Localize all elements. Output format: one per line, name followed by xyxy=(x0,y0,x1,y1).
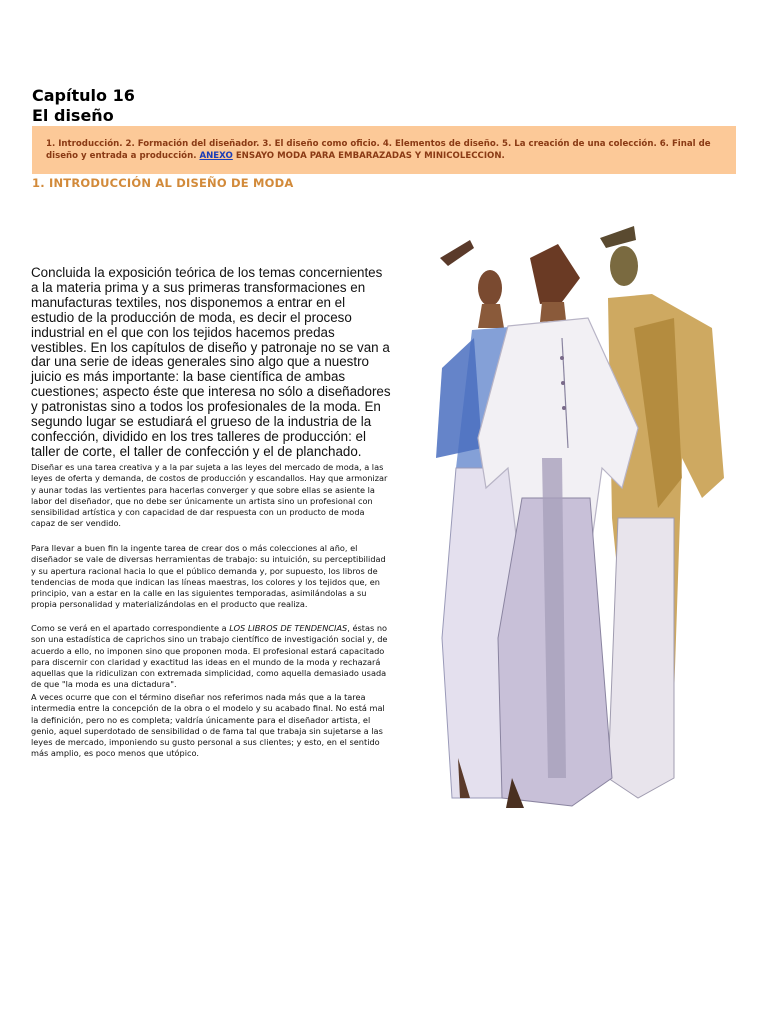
chapter-index-suffix: ENSAYO MODA PARA EMBARAZADAS Y MINICOLECCION. xyxy=(235,151,505,161)
fashion-sketch-illustration xyxy=(412,218,730,808)
body-paragraph-3-start: Como se verá en el apartado correspondiente a xyxy=(31,623,230,633)
chapter-title xyxy=(32,86,135,126)
body-paragraph-3 xyxy=(31,623,389,691)
chapter-index-box xyxy=(32,126,736,174)
anexo-link[interactable]: ANEXO xyxy=(199,151,233,161)
chapter-index-text: 1. Introducción. 2. Formación del diseñador. 3. El diseño como oficio. 4. Elementos de diseño. 5. La creación de una colección. 6. Final de diseño y entrada a producción. xyxy=(46,139,711,161)
section-heading: 1. INTRODUCCIÓN AL DISEÑO DE MODA xyxy=(32,176,294,190)
intro-paragraph: Concluida la exposición teórica de los temas concernientes a la materia prima y a sus primeras transformaciones en manufacturas textiles, nos disponemos a entrar en el estudio de la producción de moda, es decir el proceso industrial en el que con los tejidos hacemos predas vestibles. En los capítulos de diseño y patronaje no se van a dar una serie de ideas generales sino algo que a nuestro juicio es más importante: la base científica de ambas cuestiones; aspecto éste que interesa no sólo a diseñadores y patronistas sino a todos los profesionales de la moda. En segundo lugar se estudiará el grueso de la industria de la confección, dividido en los tres talleres de producción: el taller de corte, el taller de confección y el de planchado. xyxy=(31,265,391,459)
trend-books-reference: LOS LIBROS DE TENDENCIAS xyxy=(229,623,348,633)
body-paragraph-1: Diseñar es una tarea creativa y a la par sujeta a las leyes del mercado de moda, a las leyes de oferta y demanda, de costos de producción y escandallos. Hay que armonizar y aunar todas las vertientes para hacerlas converger y que sobre ellas se asiente la labor del diseñador, que no debe ser únicamente un artista sino un profesional con sensibilidad artística y con capacidad de dar respuesta con un producto de moda capaz de ser vendido. xyxy=(31,462,388,529)
body-paragraph-2: Para llevar a buen fin la ingente tarea de crear dos o más colecciones al año, el diseñador se vale de diversas herramientas de trabajo: su intuición, su perceptibilidad y su apertura racional hacia lo que el público demanda y, por supuesto, los libros de tendencias de moda que indican las líneas maestras, los colores y los tejidos que, en principio, van a estar en la calle en las siguientes temporadas, asimilándolas a su propia personalidad y materializándolas en el producto que realiza. xyxy=(31,543,386,610)
chapter-number: Capítulo 16 xyxy=(32,86,135,105)
chapter-name: El diseño xyxy=(32,106,114,125)
body-paragraph-3-end: , éstas no son una estadística de caprichos sino un trabajo científico de investigación social y, de acuerdo a ello, no imponen sino que proponen moda. El profesional estará capacitado para discernir con claridad y exactitud las ideas en el mundo de la moda y rechazará aquellas que la ridiculizan con extremada simplicidad, como aquella demasiado usada de que "la moda es una dictadura". xyxy=(31,623,388,690)
body-paragraph-4: A veces ocurre que con el término diseñar nos referimos nada más que a la tarea intermedia entre la concepción de la obra o el modelo y su acabado final. No está mal la definición, pero no es completa; valdría únicamente para el diseñador artista, el genio, aquel superdotado de sensibilidad o de fama tal que trabaja sin sujetarse a las leyes de mercado, imponiendo su gusto personal a sus clientes; y esto, en el sentido más amplio, es poco menos que utópico. xyxy=(31,692,385,759)
sketch-figure-right xyxy=(600,226,724,798)
